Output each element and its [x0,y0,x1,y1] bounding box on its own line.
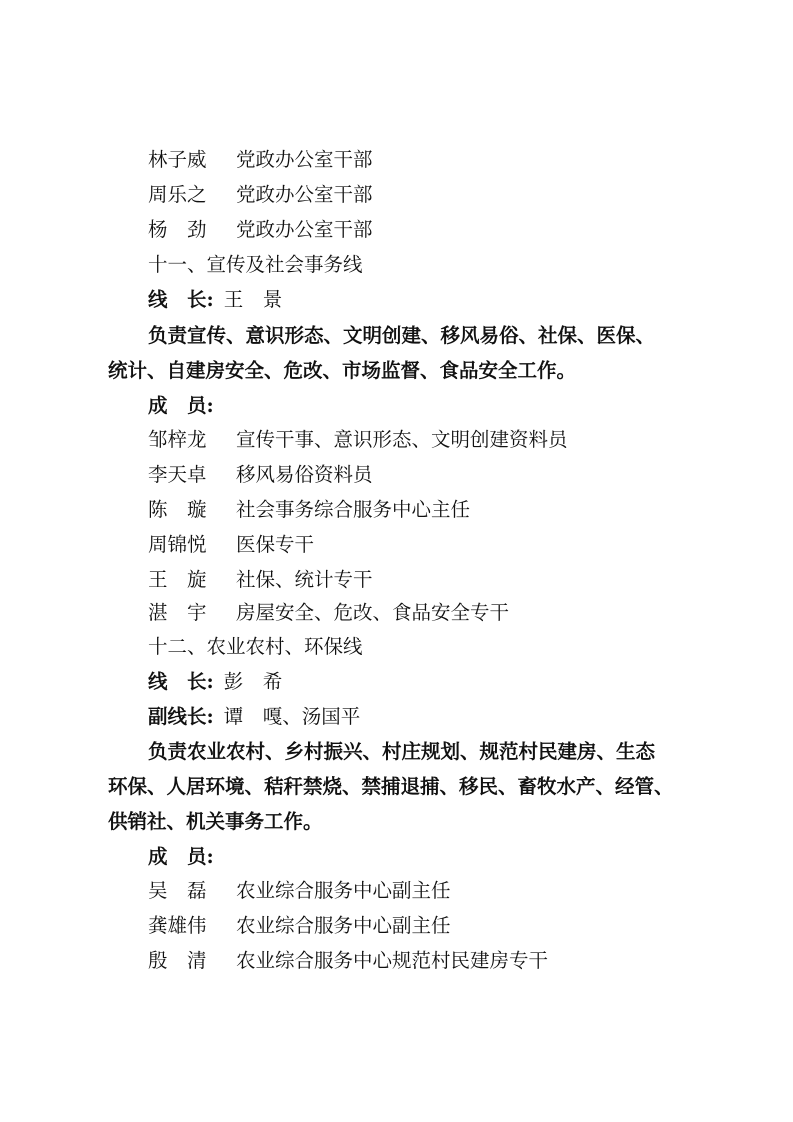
leader-label: 线 长: [148,670,214,693]
member-row [148,601,748,625]
member-role: 社保、统计专干 [236,568,373,591]
section-heading: 十一、宣传及社会事务线 [148,253,363,276]
member-role: 党政办公室干部 [236,218,373,241]
member-name: 杨 劲 [148,218,207,241]
leader-row [148,670,748,694]
member-role: 社会事务综合服务中心主任 [236,498,471,521]
member-row [148,568,748,592]
deputy-names: 谭 嘎、汤国平 [223,705,361,728]
duty-text-line: 环保、人居环境、秸秆禁烧、禁捕退捕、移民、畜牧水产、经管、 [108,775,674,798]
member-name: 周锦悦 [148,533,207,556]
leader-name: 王 景 [223,288,283,311]
members-label: 成 员: [148,845,214,868]
member-row [148,183,748,207]
member-row [148,498,748,522]
members-label: 成 员: [148,394,214,417]
deputy-label: 副线长: [148,705,214,728]
duty-text-line: 供销社、机关事务工作。 [108,810,323,833]
member-name: 李天卓 [148,463,207,486]
leader-row [148,288,748,312]
member-name: 王 旋 [148,568,207,591]
member-row [148,533,748,557]
member-role: 党政办公室干部 [236,148,373,171]
member-role: 移风易俗资料员 [236,463,373,486]
member-role: 房屋安全、危改、食品安全专干 [236,601,510,624]
member-role: 党政办公室干部 [236,183,373,206]
member-name: 周乐之 [148,183,207,206]
member-role: 农业综合服务中心副主任 [236,914,451,937]
member-name: 林子威 [148,148,207,171]
member-role: 农业综合服务中心副主任 [236,879,451,902]
member-row [148,148,748,172]
member-role: 农业综合服务中心规范村民建房专干 [236,949,549,972]
member-name: 吴 磊 [148,879,207,902]
member-name: 殷 清 [148,949,207,972]
member-row [148,463,748,487]
member-row [148,914,748,938]
member-name: 湛 宇 [148,601,207,624]
duty-text-line: 统计、自建房安全、危改、市场监督、食品安全工作。 [108,359,577,382]
member-row [148,879,748,903]
leader-name: 彭 希 [223,670,283,693]
member-name: 陈 璇 [148,498,207,521]
duty-text-line: 负责宣传、意识形态、文明创建、移风易俗、社保、医保、 [148,324,656,347]
member-row [148,218,748,242]
duty-text-line: 负责农业农村、乡村振兴、村庄规划、规范村民建房、生态 [148,740,656,763]
member-name: 龚雄伟 [148,914,207,937]
member-row [148,949,748,973]
member-role: 宣传干事、意识形态、文明创建资料员 [236,428,568,451]
member-name: 邹梓龙 [148,428,207,451]
section-heading: 十二、农业农村、环保线 [148,635,363,658]
member-row [148,428,748,452]
leader-label: 线 长: [148,288,214,311]
member-role: 医保专干 [236,533,315,556]
deputy-row [148,705,748,729]
